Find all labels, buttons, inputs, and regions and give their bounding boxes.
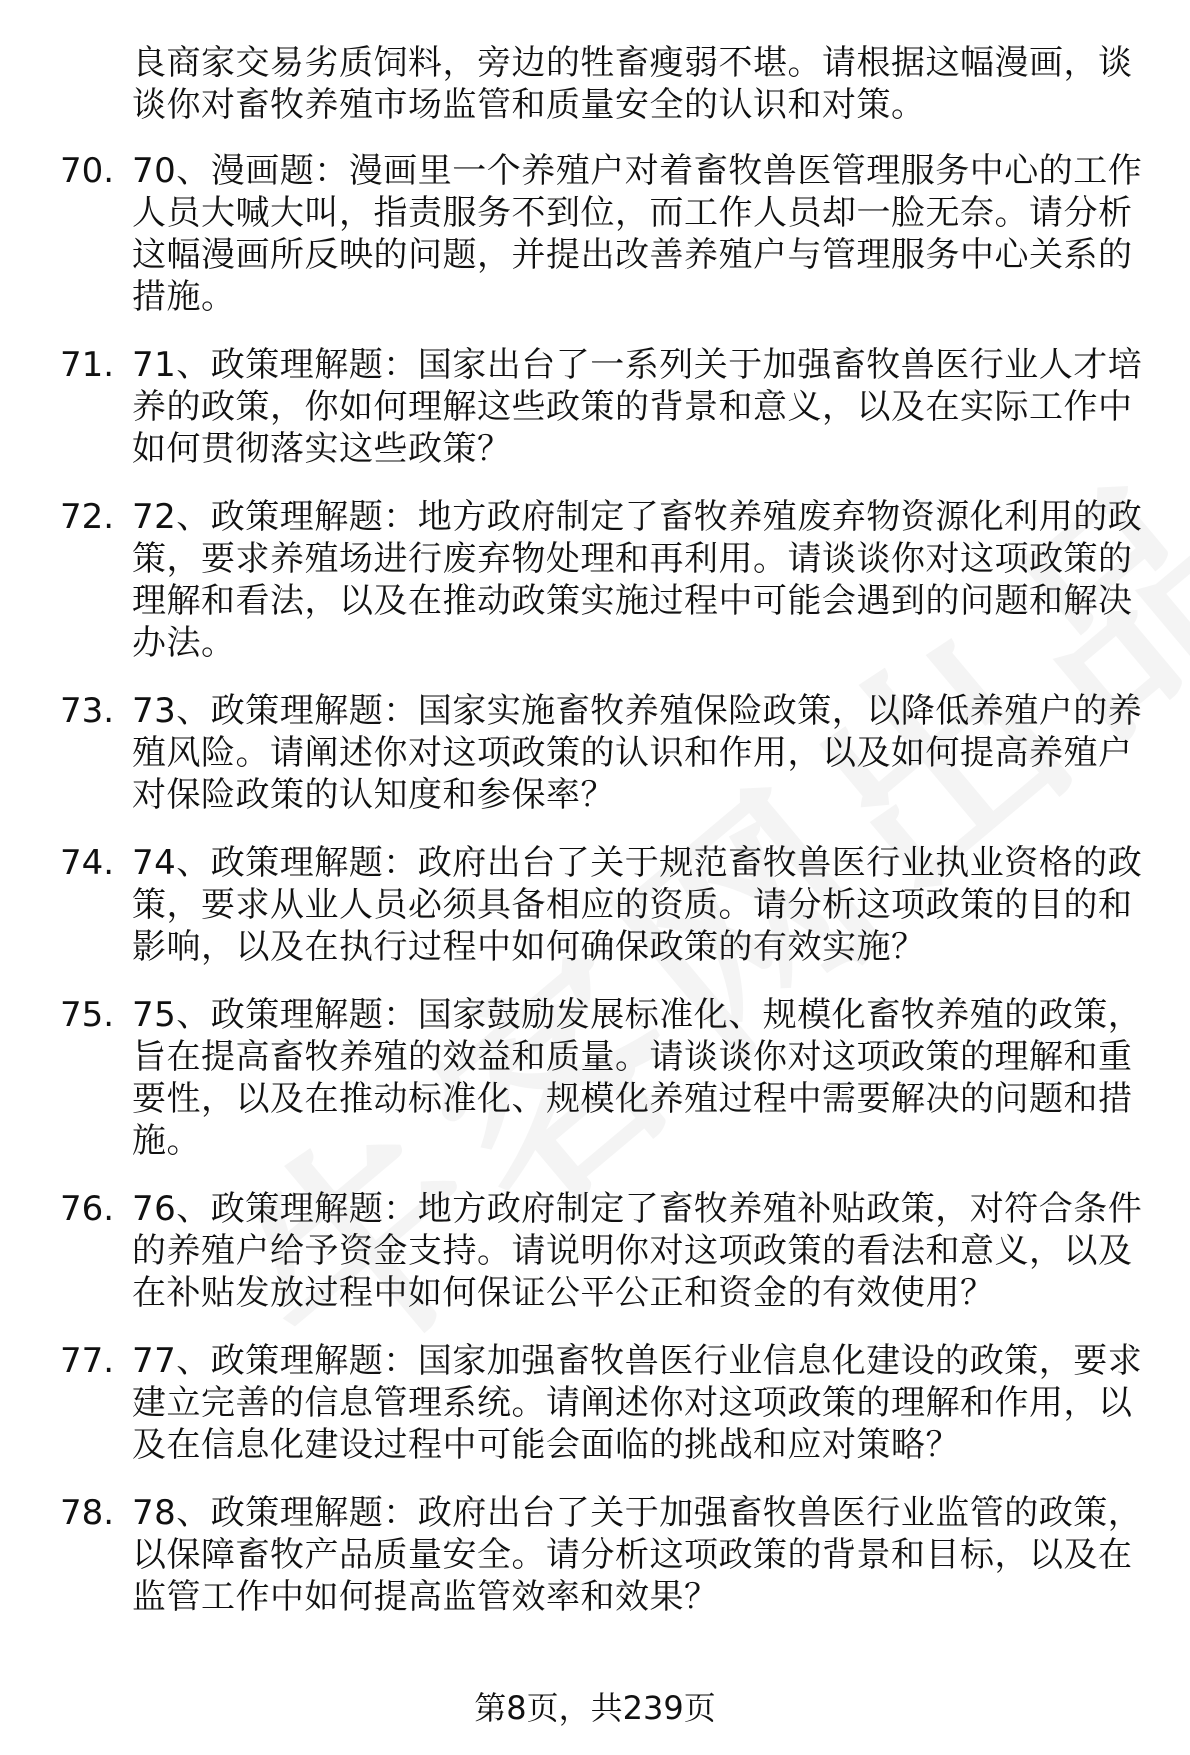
page-footer [0,1688,1190,1728]
document-body [0,42,1190,1644]
question-item [0,1492,1190,1618]
question-text: 78、政策理解题：政府出台了关于加强畜牧兽医行业监管的政策，以保障畜牧产品质量安全。请分析这项政策的背景和目标，以及在监管工作中如何提高监管效率和效果？ [132,1493,1143,1617]
continued-question-text: 良商家交易劣质饲料，旁边的牲畜瘦弱不堪。请根据这幅漫画，谈谈你对畜牧养殖市场监管和质量安全的认识和对策。 [132,43,1133,125]
question-item [0,496,1190,664]
question-text: 75、政策理解题：国家鼓励发展标准化、规模化畜牧养殖的政策，旨在提高畜牧养殖的效益和质量。请谈谈你对这项政策的理解和重要性，以及在推动标准化、规模化养殖过程中需要解决的问题和措施。 [132,995,1143,1161]
question-item [0,690,1190,816]
question-text: 76、政策理解题：地方政府制定了畜牧养殖补贴政策，对符合条件的养殖户给予资金支持。请说明你对这项政策的看法和意义，以及在补贴发放过程中如何保证公平公正和资金的有效使用？ [132,1189,1143,1313]
question-text: 77、政策理解题：国家加强畜牧兽医行业信息化建设的政策，要求建立完善的信息管理系统。请阐述你对这项政策的理解和作用，以及在信息化建设过程中可能会面临的挑战和应对策略？ [132,1341,1143,1465]
question-text: 70、漫画题：漫画里一个养殖户对着畜牧兽医管理服务中心的工作人员大喊大叫，指责服务不到位，而工作人员却一脸无奈。请分析这幅漫画所反映的问题，并提出改善养殖户与管理服务中心关系的措施。 [132,151,1143,317]
question-number: 71. [60,345,115,385]
question-item [0,150,1190,318]
question-list [0,150,1190,1618]
question-number: 74. [60,843,115,883]
question-item [0,994,1190,1162]
question-text: 72、政策理解题：地方政府制定了畜牧养殖废弃物资源化利用的政策，要求养殖场进行废弃物处理和再利用。请谈谈你对这项政策的理解和看法，以及在推动政策实施过程中可能会遇到的问题和解决办法。 [132,497,1143,663]
question-number: 76. [60,1189,115,1229]
question-text: 74、政策理解题：政府出台了关于规范畜牧兽医行业执业资格的政策，要求从业人员必须具备相应的资质。请分析这项政策的目的和影响，以及在执行过程中如何确保政策的有效实施？ [132,843,1143,967]
question-item [0,1340,1190,1466]
question-item [0,344,1190,470]
page-number-label: 第8页，共239页 [474,1689,716,1727]
question-number: 78. [60,1493,115,1533]
question-text: 73、政策理解题：国家实施畜牧养殖保险政策，以降低养殖户的养殖风险。请阐述你对这项政策的认识和作用，以及如何提高养殖户对保险政策的认知度和参保率？ [132,691,1143,815]
question-number: 75. [60,995,115,1035]
question-number: 73. [60,691,115,731]
question-number: 72. [60,497,115,537]
question-number: 77. [60,1341,115,1381]
question-text: 71、政策理解题：国家出台了一系列关于加强畜牧兽医行业人才培养的政策，你如何理解这些政策的背景和意义，以及在实际工作中如何贯彻落实这些政策？ [132,345,1143,469]
question-item [0,842,1190,968]
question-number: 70. [60,151,115,191]
question-item [0,1188,1190,1314]
